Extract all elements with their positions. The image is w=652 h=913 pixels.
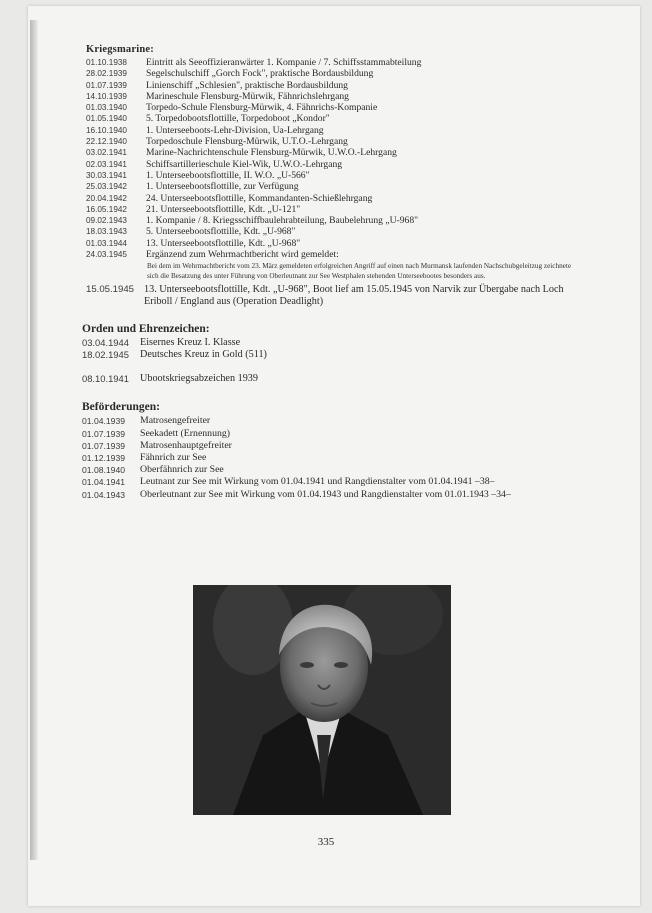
list-item <box>82 476 582 488</box>
entry-text: 24. Unterseebootsflottille, Kommandanten-Schießlehrgang <box>146 192 373 204</box>
entry-date: 20.04.1942 <box>86 193 127 203</box>
list-item <box>82 147 582 158</box>
biography-text <box>82 44 582 501</box>
list-item <box>82 215 582 226</box>
entry-date: 01.12.1939 <box>82 452 126 463</box>
section-heading-orden: Orden und Ehrenzeichen: <box>82 323 210 336</box>
entry-date: 01.04.1941 <box>82 477 126 488</box>
entry-text: Marineschule Flensburg-Mürwik, Fähnrichslehrgang <box>146 90 349 102</box>
entry-date: 01.10.1938 <box>86 58 127 67</box>
entry-text: 21. Unterseebootsflottille, Kdt. „U-121" <box>146 203 301 215</box>
list-item <box>82 238 582 249</box>
orden-section <box>82 323 582 385</box>
entry-text: Marine-Nachrichtenschule Flensburg-Mürwik, U.W.O.-Lehrgang <box>146 147 397 159</box>
entry-date: 16.05.1942 <box>86 204 127 214</box>
list-item <box>82 249 582 260</box>
entry-text: Torpedo-Schule Flensburg-Mürwik, 4. Fähnrichs-Kompanie <box>146 102 378 114</box>
entry-date: 24.03.1945 <box>86 250 127 260</box>
list-item <box>82 102 582 113</box>
portrait-illustration <box>193 585 451 815</box>
list-item <box>82 349 582 361</box>
entry-date: 01.03.1940 <box>86 103 127 113</box>
entry-text: 5. Unterseebootsflottille, Kdt. „U-968" <box>146 226 296 238</box>
entry-date: 01.05.1940 <box>86 114 127 124</box>
entry-date: 03.02.1941 <box>86 148 127 158</box>
list-item <box>82 337 582 349</box>
entry-date: 30.03.1941 <box>86 170 127 180</box>
list-item <box>82 440 582 452</box>
entry-date: 02.03.1941 <box>86 159 127 169</box>
list-item <box>82 204 582 215</box>
entry-text: Fähnrich zur See <box>140 451 207 463</box>
entry-text: Matrosenhauptgefreiter <box>140 439 232 451</box>
entry-date: 14.10.1939 <box>86 91 127 101</box>
entry-text: 5. Torpedobootsflottille, Torpedoboot „Kondor" <box>146 113 330 125</box>
page-number: 335 <box>317 836 335 848</box>
list-item <box>82 428 582 440</box>
list-item <box>82 125 582 136</box>
entry-text: Schiffsartillerieschule Kiel-Wik, U.W.O.-Lehrgang <box>146 158 343 170</box>
entry-date: 08.10.1941 <box>82 373 129 385</box>
entry-text: Seekadett (Ernennung) <box>140 427 231 439</box>
page-binding-shadow <box>30 20 38 860</box>
entry-date: 18.02.1945 <box>82 349 129 361</box>
entry-text: Torpedoschule Flensburg-Mürwik, U.T.O.-Lehrgang <box>146 136 348 148</box>
entry-text: Deutsches Kreuz in Gold (511) <box>140 349 267 361</box>
list-item <box>82 226 582 237</box>
list-item <box>82 464 582 476</box>
entry-text: 1. Unterseebootsflottille, II. W.O. „U-566" <box>146 169 310 181</box>
entry-text: Matrosengefreiter <box>140 415 211 427</box>
section-heading-kriegsmarine: Kriegsmarine: <box>86 44 154 55</box>
entry-text: 1. Unterseeboots-Lehr-Division, Ua-Lehrgang <box>146 124 324 136</box>
list-item <box>82 373 582 385</box>
entry-text: Linienschiff „Schlesien", praktische Bordausbildung <box>146 79 348 91</box>
entry-text: 1. Kompanie / 8. Kriegsschiffbaulehrabteilung, Baubelehrung „U-968" <box>146 215 419 227</box>
list-item <box>82 136 582 147</box>
entry-text: Eintritt als Seeoffizieranwärter 1. Kompanie / 7. Schiffsstammabteilung <box>146 57 422 68</box>
list-item <box>82 415 582 427</box>
entry-date: 15.05.1945 <box>86 284 135 296</box>
befoerderungen-section <box>82 401 582 500</box>
entry-date: 01.07.1939 <box>82 440 126 451</box>
list-item <box>82 452 582 464</box>
entry-date: 01.04.1943 <box>82 489 126 500</box>
list-item <box>82 113 582 124</box>
wehrmachtbericht-quote: Bei dem im Wehrmachtbericht vom 23. März gemeldeten erfolgreichen Angriff auf einen nach Murmansk laufenden Nachschubgeleitzug zeichnete sich die Besatzung des unter Führung von Oberleutnant zur See Westphalen stehenden Unterseebootes besonders aus. <box>147 262 572 281</box>
entry-date: 18.03.1943 <box>86 227 127 237</box>
entry-date: 25.03.1942 <box>86 182 127 192</box>
list-item <box>82 91 582 102</box>
entry-date: 01.03.1944 <box>86 238 127 248</box>
entry-text: Eisernes Kreuz I. Klasse <box>140 337 241 349</box>
list-item <box>82 80 582 91</box>
list-item <box>82 489 582 501</box>
entry-text: Ergänzend zum Wehrmachtbericht wird gemeldet: <box>146 249 339 261</box>
list-item <box>82 57 582 68</box>
entry-text: Ubootskriegsabzeichen 1939 <box>140 373 258 385</box>
list-item <box>82 159 582 170</box>
entry-date: 01.07.1939 <box>86 80 127 90</box>
entry-date: 01.04.1939 <box>82 416 126 427</box>
entry-date: 28.02.1939 <box>86 69 127 79</box>
entry-text: Leutnant zur See mit Wirkung vom 01.04.1941 und Rangdienstalter vom 01.04.1941 –38– <box>140 476 495 488</box>
list-item <box>82 193 582 204</box>
entry-text: 13. Unterseebootsflottille, Kdt. „U-968" <box>146 237 301 249</box>
section-heading-befoerderungen: Beförderungen: <box>82 401 160 414</box>
entry-date: 22.12.1940 <box>86 137 127 147</box>
list-item <box>82 284 582 308</box>
list-item <box>82 170 582 181</box>
list-item <box>82 181 582 192</box>
entry-date: 01.07.1939 <box>82 428 126 439</box>
entry-text: Oberleutnant zur See mit Wirkung vom 01.04.1943 und Rangdienstalter vom 01.01.1943 –34– <box>140 488 511 500</box>
entry-text: Segelschulschiff „Gorch Fock", praktische Bordausbildung <box>146 68 374 80</box>
entry-date: 01.08.1940 <box>82 465 126 476</box>
entry-date: 16.10.1940 <box>86 125 127 135</box>
portrait-photo <box>193 585 451 815</box>
list-item <box>82 68 582 79</box>
entry-text: 13. Unterseebootsflottille, Kdt. „U-968", Boot lief am 15.05.1945 von Narvik zur Übergabe nach Loch Eriboll / England aus (Operation Deadlight) <box>144 284 564 308</box>
entry-text: Oberfähnrich zur See <box>140 464 224 476</box>
entry-text: 1. Unterseebootsflottille, zur Verfügung <box>146 181 299 193</box>
entry-date: 09.02.1943 <box>86 216 127 226</box>
entry-date: 03.04.1944 <box>82 337 129 349</box>
